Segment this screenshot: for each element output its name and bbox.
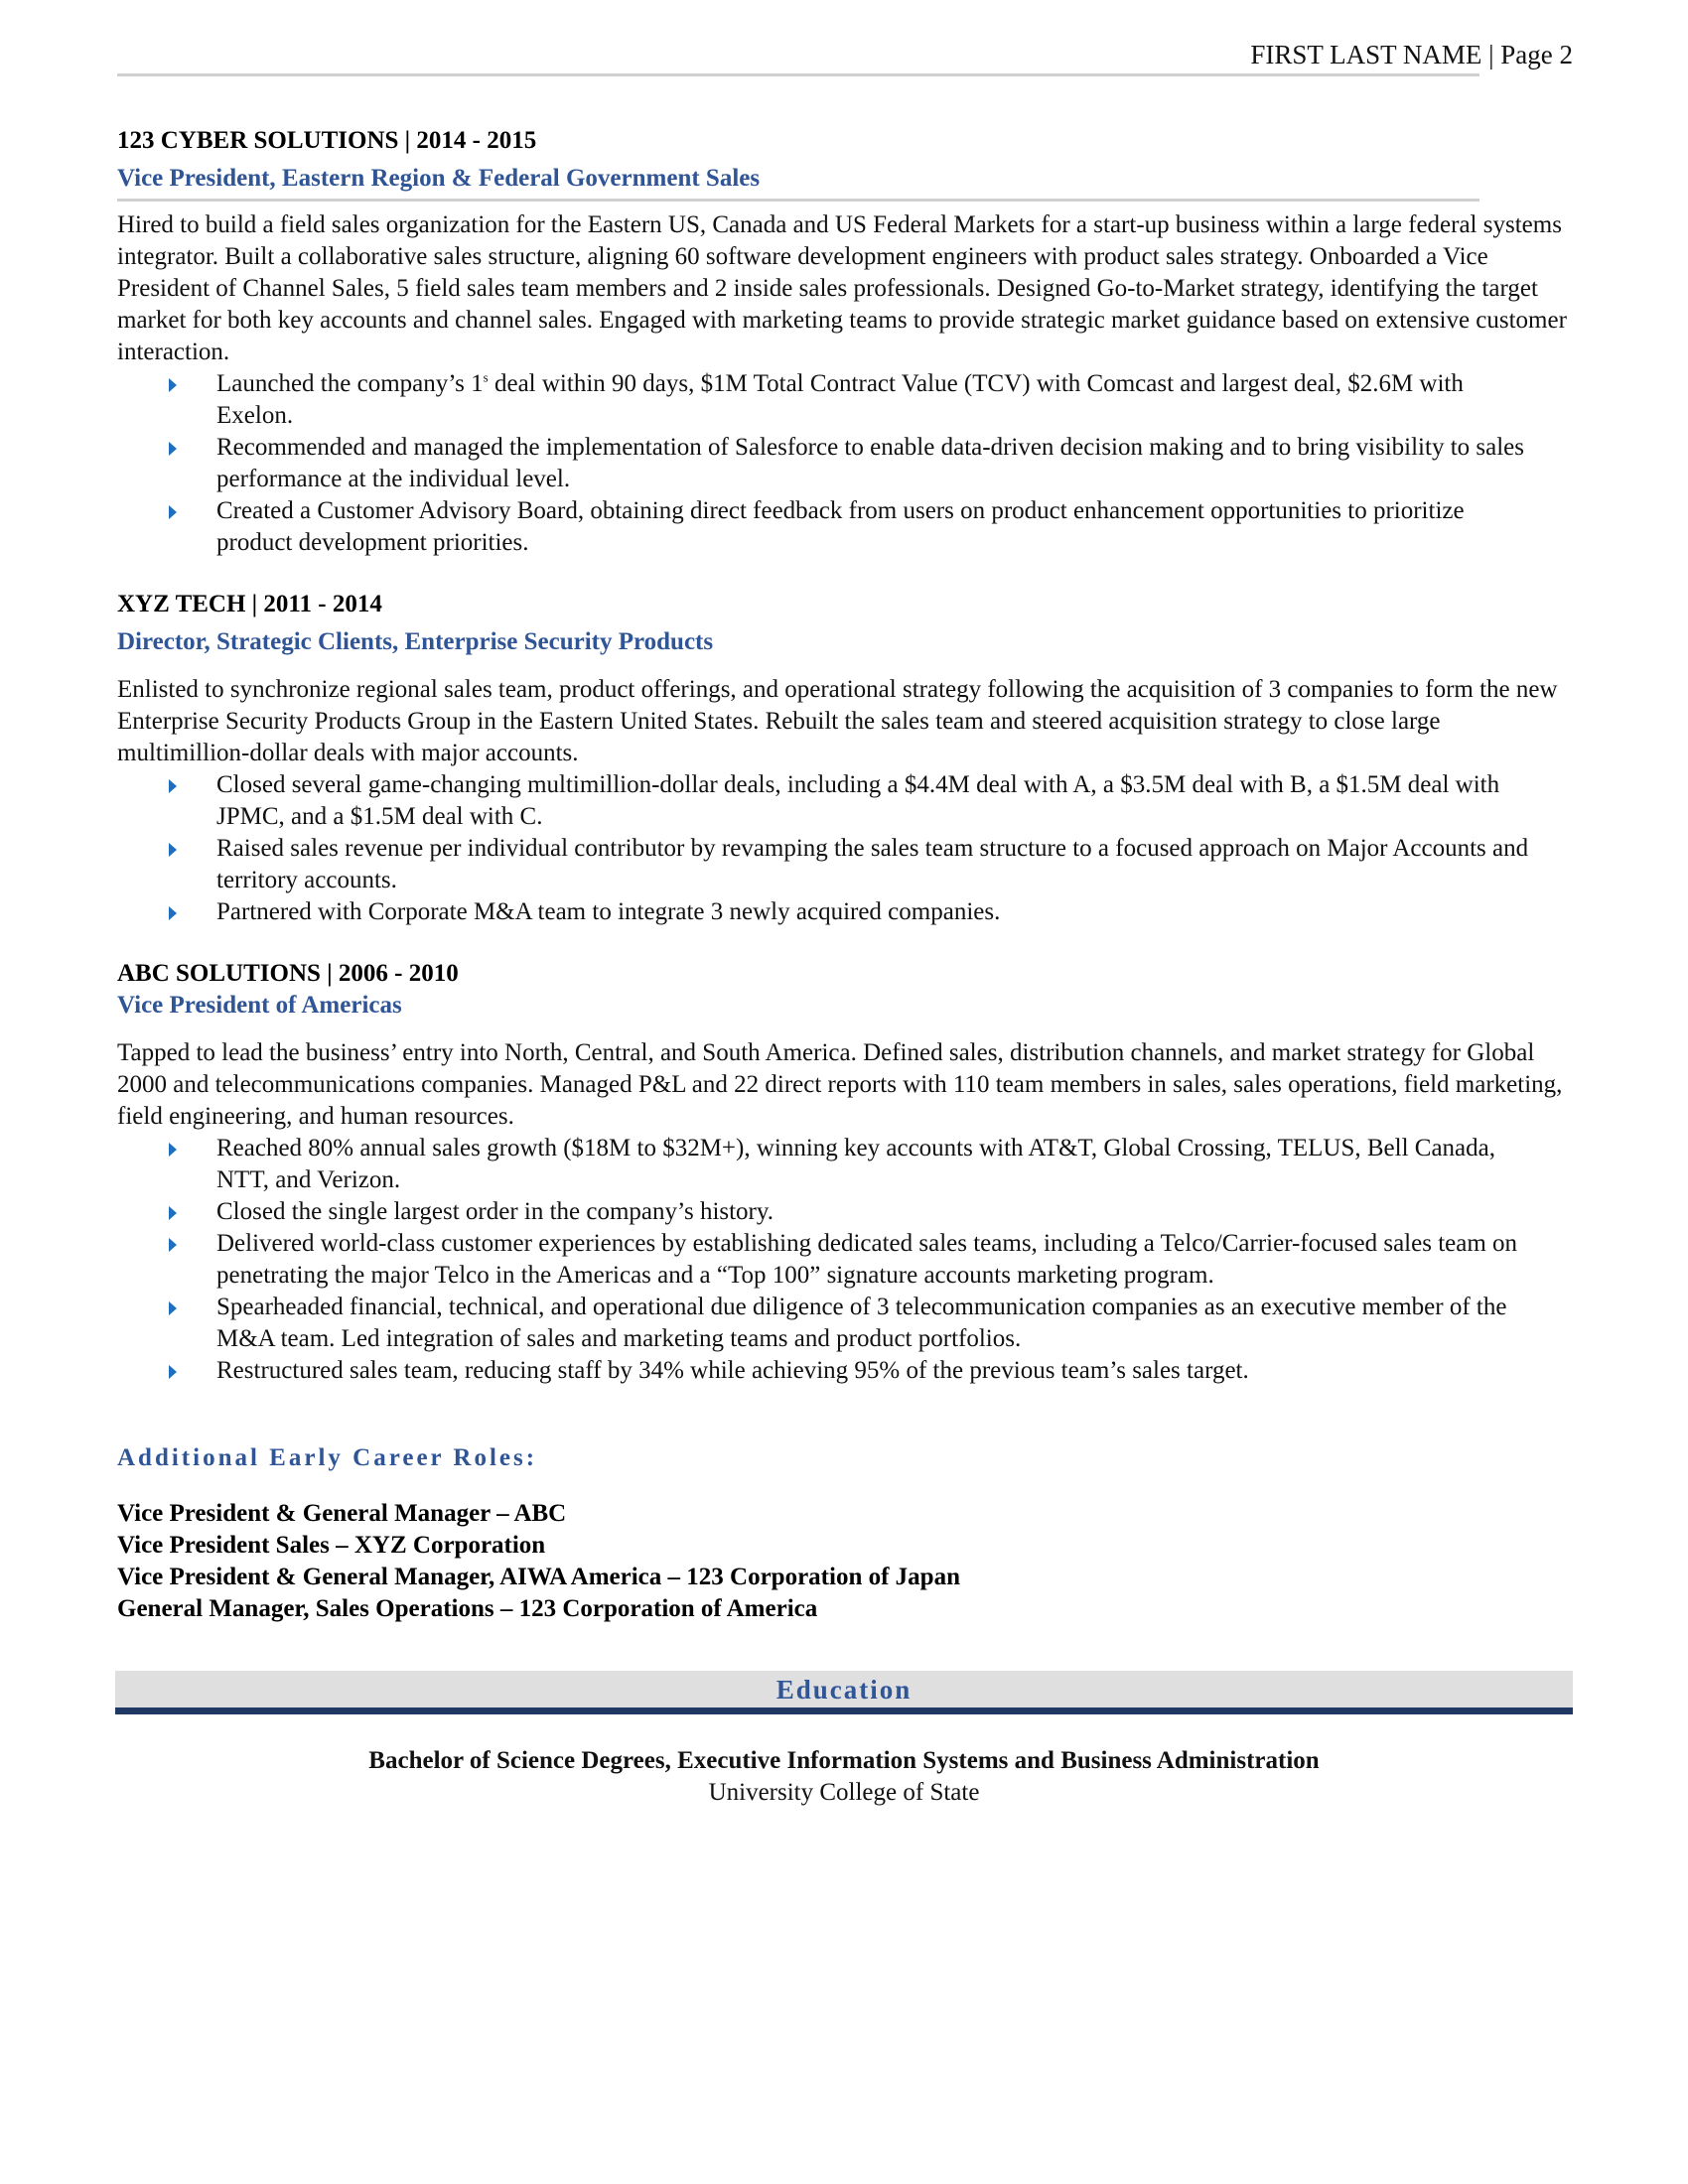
job-summary: Enlisted to synchronize regional sales team, product offerings, and operational strategy following the acquisition of 3 companies to form the new Enterprise Security Products Group in the Eastern United States. Rebuilt the sales team and steered acquisition strategy to close large multimillion-dollar deals with major accounts. — [117, 676, 1558, 766]
job-abc-solutions — [117, 958, 1573, 1387]
section-underline — [115, 1707, 1573, 1714]
role-title: Vice President, Eastern Region & Federal Government Sales — [117, 165, 761, 192]
triangle-right-icon — [169, 378, 177, 392]
list-item — [117, 769, 1573, 833]
bullet-text-cont: deal within 90 days, $1M Total Contract Value (TCV) with Comcast and largest deal, $2.6M with Exelon. — [216, 370, 1464, 429]
list-item — [117, 1292, 1573, 1355]
school: University College of State — [708, 1779, 980, 1806]
job-123-cyber-solutions — [117, 125, 1573, 559]
triangle-right-icon — [169, 843, 177, 857]
triangle-right-icon — [169, 1143, 177, 1157]
education-section-bar — [115, 1671, 1573, 1714]
triangle-right-icon — [169, 505, 177, 519]
education-entry — [115, 1745, 1573, 1809]
superscript: s — [483, 369, 489, 385]
early-career-heading: Additional Early Career Roles: — [117, 1444, 538, 1471]
job-xyz-tech — [117, 589, 1573, 928]
early-career-section — [117, 1444, 1573, 1625]
list-item — [117, 1355, 1573, 1387]
triangle-right-icon — [169, 1238, 177, 1252]
bullet-text: Spearheaded financial, technical, and operational due diligence of 3 telecommunication companies as an executive member of the M&A team. Led integration of sales and marketing teams and product portfolios. — [216, 1294, 1507, 1352]
bullet-text: Delivered world-class customer experiences by establishing dedicated sales teams, including a Telco/Carrier-focused sales team on penetrating the major Telco in the Americas and a “Top 100” signature accounts marketing program. — [216, 1230, 1518, 1289]
triangle-right-icon — [169, 1301, 177, 1315]
early-role: Vice President & General Manager – ABC — [117, 1500, 567, 1527]
bullet-text: Restructured sales team, reducing staff by 34% while achieving 95% of the previous team’s sales target. — [216, 1357, 1249, 1384]
early-role: Vice President & General Manager, AIWA America – 123 Corporation of Japan — [117, 1564, 960, 1590]
list-item — [117, 495, 1573, 559]
bullet-text: Launched the company’s 1 — [216, 370, 484, 397]
bullet-text: Closed several game-changing multimillion-dollar deals, including a $4.4M deal with A, a $3.5M deal with B, a $1.5M deal with JPMC, and a $1.5M deal with C. — [216, 771, 1500, 830]
role-title: Director, Strategic Clients, Enterprise Security Products — [117, 628, 714, 655]
company-heading: 123 CYBER SOLUTIONS | 2014 - 2015 — [117, 127, 537, 154]
list-item — [117, 1133, 1573, 1196]
early-role: Vice President Sales – XYZ Corporation — [117, 1532, 546, 1559]
list-item — [117, 1196, 1573, 1228]
list-item — [117, 368, 1573, 432]
achievement-list — [117, 368, 1573, 559]
early-career-list — [117, 1498, 1573, 1625]
bullet-text: Raised sales revenue per individual contributor by revamping the sales team structure to a focused approach on Major Accounts and territory accounts. — [216, 835, 1529, 893]
triangle-right-icon — [169, 442, 177, 456]
achievement-list — [117, 1133, 1573, 1387]
job-summary: Hired to build a field sales organization for the Eastern US, Canada and US Federal Markets for a start-up business within a large federal systems integrator. Built a collaborative sales structure, aligning 60 software development engineers with product sales strategy. Onboarded a Vice President of Channel Sales, 5 field sales team members and 2 inside sales professionals. Designed Go-to-Market strategy, identifying the target market for both key accounts and channel sales. Engaged with marketing teams to provide strategic market guidance based on extensive customer interaction. — [117, 211, 1567, 365]
resume-body — [117, 125, 1573, 1625]
company-heading: XYZ TECH | 2011 - 2014 — [117, 591, 382, 617]
role-rule — [117, 199, 1479, 202]
bullet-text: Reached 80% annual sales growth ($18M to $32M+), winning key accounts with AT&T, Global Crossing, TELUS, Bell Canada, NTT, and Verizon. — [216, 1135, 1495, 1193]
list-item — [117, 432, 1573, 495]
header-rule — [117, 73, 1479, 76]
bullet-text: Partnered with Corporate M&A team to integrate 3 newly acquired companies. — [216, 898, 1001, 925]
triangle-right-icon — [169, 779, 177, 793]
page-header — [117, 38, 1573, 77]
list-item — [117, 833, 1573, 896]
triangle-right-icon — [169, 1206, 177, 1220]
company-heading: ABC SOLUTIONS | 2006 - 2010 — [117, 960, 459, 987]
name-page-label: FIRST LAST NAME | Page 2 — [1250, 40, 1573, 69]
bullet-text: Recommended and managed the implementation of Salesforce to enable data-driven decision making and to bring visibility to sales performance at the individual level. — [216, 434, 1524, 492]
triangle-right-icon — [169, 906, 177, 920]
triangle-right-icon — [169, 1365, 177, 1379]
bullet-text: Created a Customer Advisory Board, obtaining direct feedback from users on product enhancement opportunities to prioritize product development priorities. — [216, 497, 1465, 556]
education-heading: Education — [775, 1675, 913, 1705]
early-role: General Manager, Sales Operations – 123 Corporation of America — [117, 1595, 818, 1622]
list-item — [117, 1228, 1573, 1292]
achievement-list — [117, 769, 1573, 928]
degree: Bachelor of Science Degrees, Executive Information Systems and Business Administration — [368, 1747, 1320, 1774]
list-item — [117, 896, 1573, 928]
job-summary: Tapped to lead the business’ entry into North, Central, and South America. Defined sales, distribution channels, and market strategy for Global 2000 and telecommunications companies. Managed P&L and 22 direct reports with 110 team members in sales, sales operations, field marketing, field engineering, and human resources. — [117, 1039, 1563, 1130]
bullet-text: Closed the single largest order in the company’s history. — [216, 1198, 774, 1225]
role-title: Vice President of Americas — [117, 992, 402, 1019]
